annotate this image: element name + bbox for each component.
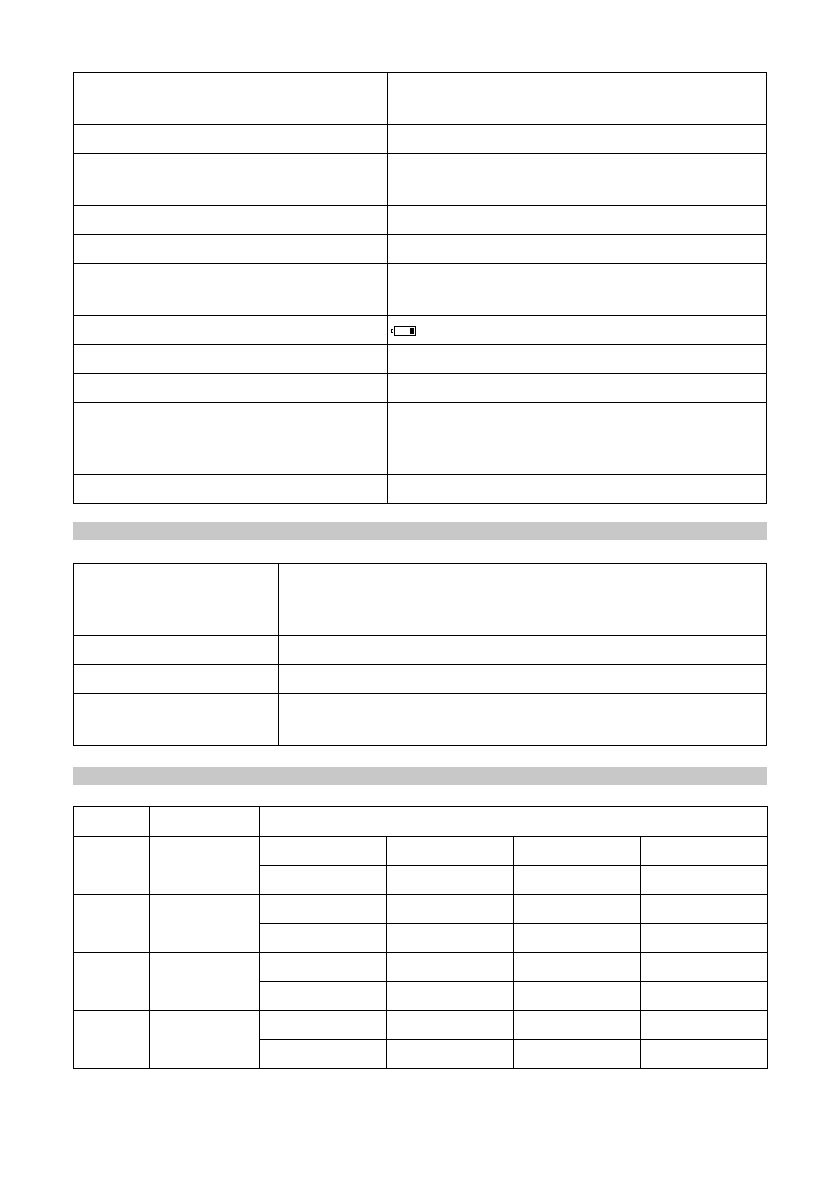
spec-label-cell [74, 206, 388, 235]
table-row [74, 837, 768, 866]
table-row [74, 1011, 768, 1040]
data-cell [387, 1011, 514, 1040]
data-cell [641, 1011, 768, 1040]
spec-value-cell [388, 374, 767, 403]
group-cell [74, 1011, 150, 1069]
group-cell [150, 1011, 260, 1069]
data-cell [514, 866, 641, 895]
data-cell [641, 982, 768, 1011]
table-row [74, 374, 767, 403]
spec-value-cell [388, 264, 767, 316]
info-value-cell [279, 564, 767, 636]
table-row [74, 125, 767, 154]
data-cell [260, 866, 387, 895]
spec-label-cell [74, 125, 388, 154]
table-row [74, 206, 767, 235]
data-cell [514, 953, 641, 982]
spec-value-cell [388, 73, 767, 125]
table-row [74, 953, 768, 982]
spec-label-cell [74, 264, 388, 316]
info-label-cell [74, 564, 279, 636]
data-cell [260, 953, 387, 982]
data-cell [387, 866, 514, 895]
table-row [74, 235, 767, 264]
data-cell [387, 953, 514, 982]
section-header-bar [73, 767, 767, 785]
group-cell [150, 895, 260, 953]
data-cell [387, 924, 514, 953]
data-cell [514, 895, 641, 924]
info-value-cell [279, 665, 767, 694]
data-cell [641, 895, 768, 924]
group-cell [150, 953, 260, 1011]
spec-value-cell [388, 206, 767, 235]
spec-label-cell [74, 316, 388, 345]
specifications-table [73, 72, 767, 504]
data-cell [514, 924, 641, 953]
header-cell [150, 807, 260, 837]
group-cell [74, 895, 150, 953]
spec-value-cell [388, 345, 767, 374]
data-cell [514, 1040, 641, 1069]
table-row [74, 895, 768, 924]
data-cell [387, 1040, 514, 1069]
table-row [74, 264, 767, 316]
group-cell [150, 837, 260, 895]
data-cell [260, 982, 387, 1011]
spec-value-cell [388, 316, 767, 345]
info-label-cell [74, 694, 279, 746]
table-row [74, 694, 767, 746]
data-cell [514, 837, 641, 866]
spec-label-cell [74, 235, 388, 264]
data-cell [387, 982, 514, 1011]
spec-label-cell [74, 403, 388, 475]
data-cell [641, 866, 768, 895]
data-cell [260, 1040, 387, 1069]
data-cell [260, 924, 387, 953]
group-cell [74, 837, 150, 895]
data-grid-table [73, 806, 768, 1069]
info-label-cell [74, 665, 279, 694]
spec-label-cell [74, 154, 388, 206]
data-cell [641, 953, 768, 982]
data-cell [641, 1040, 768, 1069]
table-header-row [74, 807, 768, 837]
spec-label-cell [74, 374, 388, 403]
table-row [74, 665, 767, 694]
spec-value-cell [388, 475, 767, 504]
info-label-cell [74, 636, 279, 665]
table-row [74, 345, 767, 374]
spec-value-cell [388, 403, 767, 475]
info-value-cell [279, 636, 767, 665]
data-cell [514, 1011, 641, 1040]
spec-label-cell [74, 475, 388, 504]
data-cell [260, 895, 387, 924]
table-row [74, 316, 767, 345]
header-cell [74, 807, 150, 837]
data-cell [641, 924, 768, 953]
data-cell [260, 1011, 387, 1040]
spec-value-cell [388, 154, 767, 206]
header-cell [260, 807, 768, 837]
data-cell [641, 837, 768, 866]
section-header-bar [73, 522, 767, 540]
table-row [74, 636, 767, 665]
spec-label-cell [74, 345, 388, 374]
table-row [74, 564, 767, 636]
battery-low-icon [394, 326, 416, 336]
table-row [74, 73, 767, 125]
table-row [74, 475, 767, 504]
table-row [74, 154, 767, 206]
data-cell [387, 895, 514, 924]
spec-value-cell [388, 235, 767, 264]
spec-label-cell [74, 73, 388, 125]
info-value-cell [279, 694, 767, 746]
group-cell [74, 953, 150, 1011]
spec-value-cell [388, 125, 767, 154]
data-cell [514, 982, 641, 1011]
data-cell [387, 837, 514, 866]
data-cell [260, 837, 387, 866]
info-table [73, 563, 767, 746]
table-row [74, 403, 767, 475]
